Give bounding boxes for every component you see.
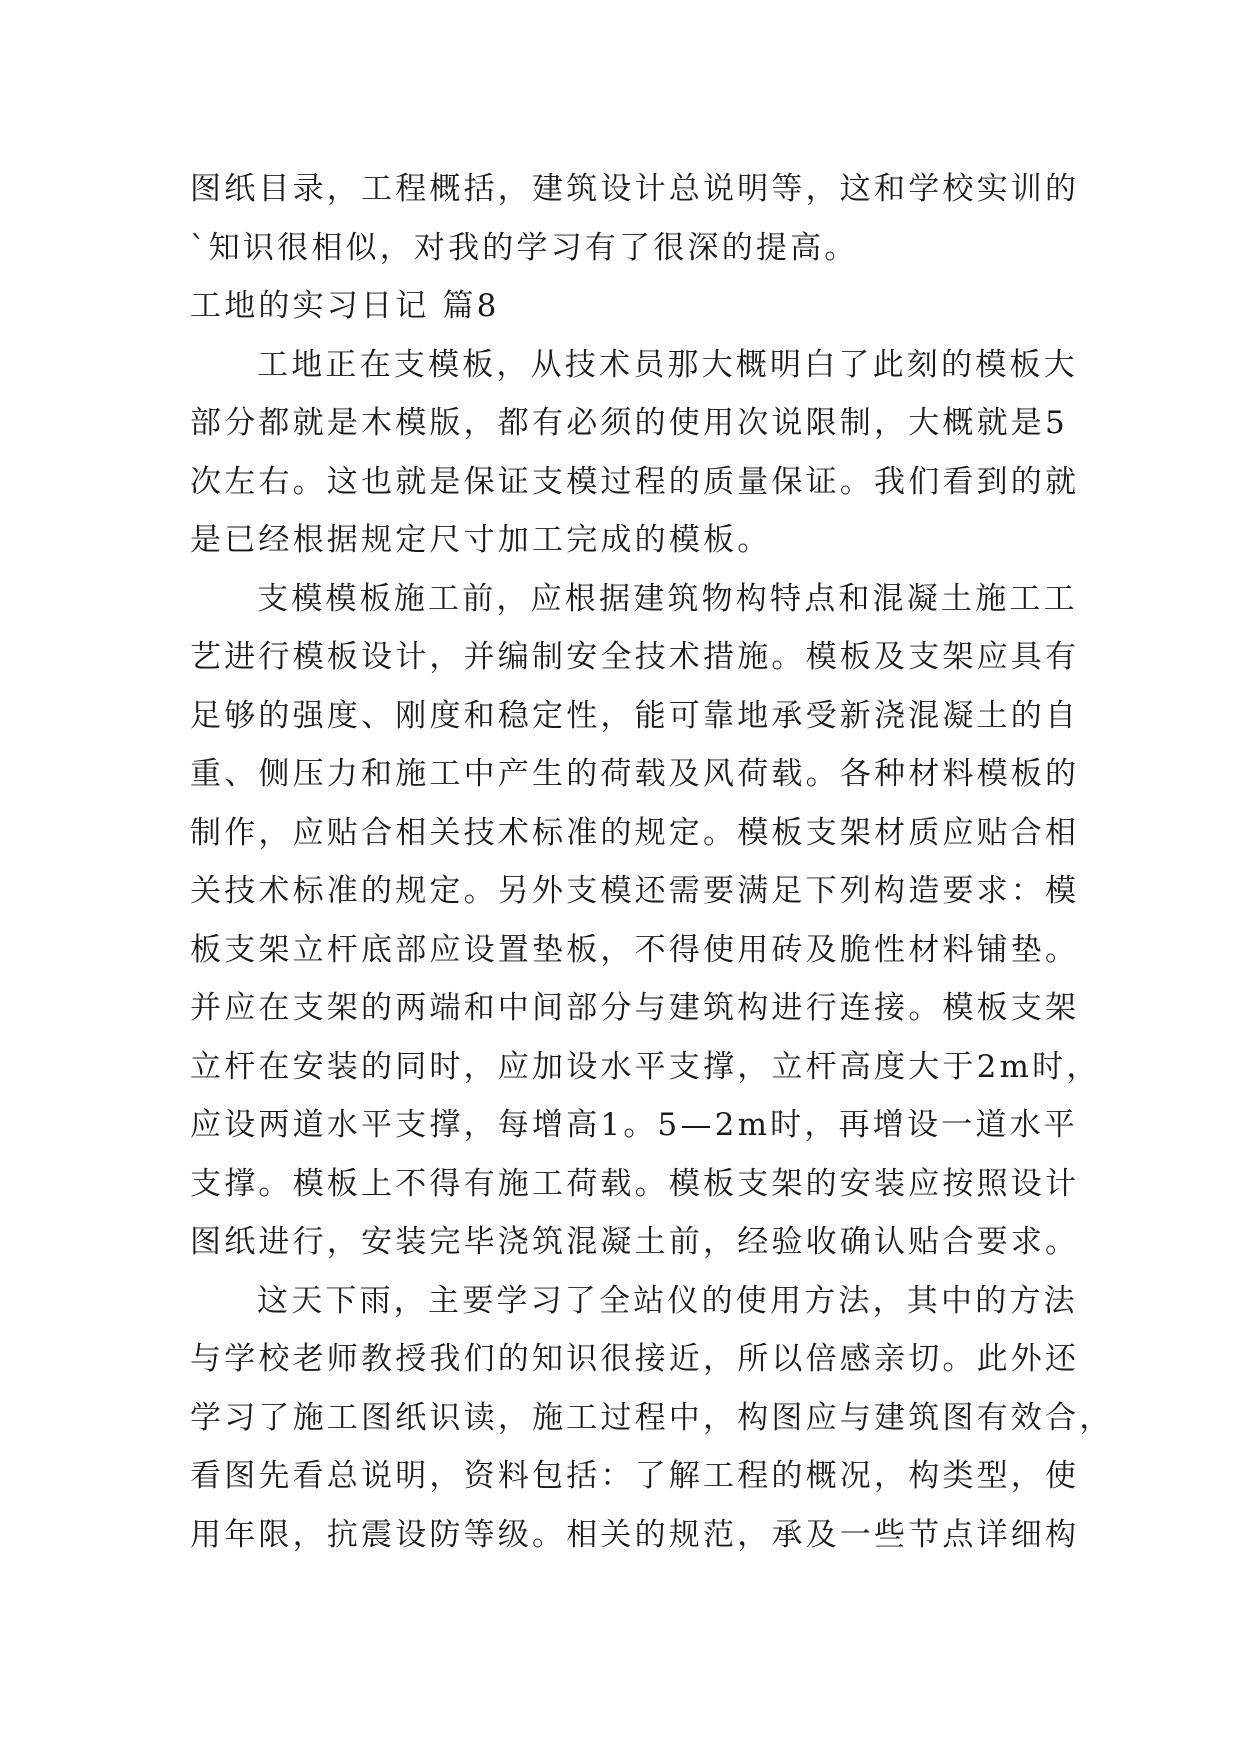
text-line: 看图先看总说明，资料包括：了解工程的概况，构类型，使 xyxy=(190,1458,1080,1494)
text-line: 关技术标准的规定。另外支模还需要满足下列构造要求：模 xyxy=(190,873,1080,909)
text-line: 与学校老师教授我们的知识很接近，所以倍感亲切。此外还 xyxy=(190,1341,1080,1377)
text-line: 立杆在安装的同时，应加设水平支撑，立杆高度大于2m时， xyxy=(190,1048,1101,1085)
text-line: 支撑。模板上不得有施工荷载。模板支架的安装应按照设计 xyxy=(190,1165,1080,1202)
paragraph-start-line: 工地正在支模板，从技术员那大概明白了此刻的模板大 xyxy=(257,346,1078,383)
text-line: 足够的强度、刚度和稳定性，能可靠地承受新浇混凝土的自 xyxy=(190,697,1080,734)
document-body xyxy=(190,160,1114,1564)
text-line: 是已经根据规定尺寸加工完成的模板。 xyxy=(190,522,772,558)
text-line: 制作，应贴合相关技术标准的规定。模板支架材质应贴合相 xyxy=(190,814,1080,851)
paragraph-start-line: 这天下雨，主要学习了全站仪的使用方法，其中的方法 xyxy=(257,1282,1078,1319)
paragraph-start-line: 支模模板施工前，应根据建筑物构特点和混凝土施工工 xyxy=(257,580,1078,617)
text-line: 部分都就是木模版，都有必须的使用次说限制，大概就是5 xyxy=(190,405,1068,441)
text-line: 重、侧压力和施工中产生的荷载及风荷载。各种材料模板的 xyxy=(190,756,1080,792)
text-line: `知识很相似，对我的学习有了很深的提高。 xyxy=(190,229,859,266)
text-line: 图纸目录，工程概括，建筑设计总说明等，这和学校实训的 xyxy=(190,171,1080,207)
text-line: 艺进行模板设计，并编制安全技术措施。模板及支架应具有 xyxy=(190,639,1080,675)
text-line: 应设两道水平支撑，每增高1。5—2m时，再增设一道水平 xyxy=(190,1107,1078,1143)
section-heading: 工地的实习日记 篇8 xyxy=(190,288,500,324)
text-line: 学习了施工图纸识读，施工过程中，构图应与建筑图有效合， xyxy=(190,1399,1114,1436)
text-line: 并应在支架的两端和中间部分与建筑构进行连接。模板支架 xyxy=(190,990,1080,1026)
text-line: 次左右。这也就是保证支模过程的质量保证。我们看到的就 xyxy=(190,463,1080,500)
text-line: 用年限，抗震设防等级。相关的规范，承及一些节点详细构 xyxy=(190,1516,1080,1553)
text-line: 板支架立杆底部应设置垫板，不得使用砖及脆性材料铺垫。 xyxy=(190,931,1080,968)
text-line: 图纸进行，安装完毕浇筑混凝土前，经验收确认贴合要求。 xyxy=(190,1224,1080,1260)
